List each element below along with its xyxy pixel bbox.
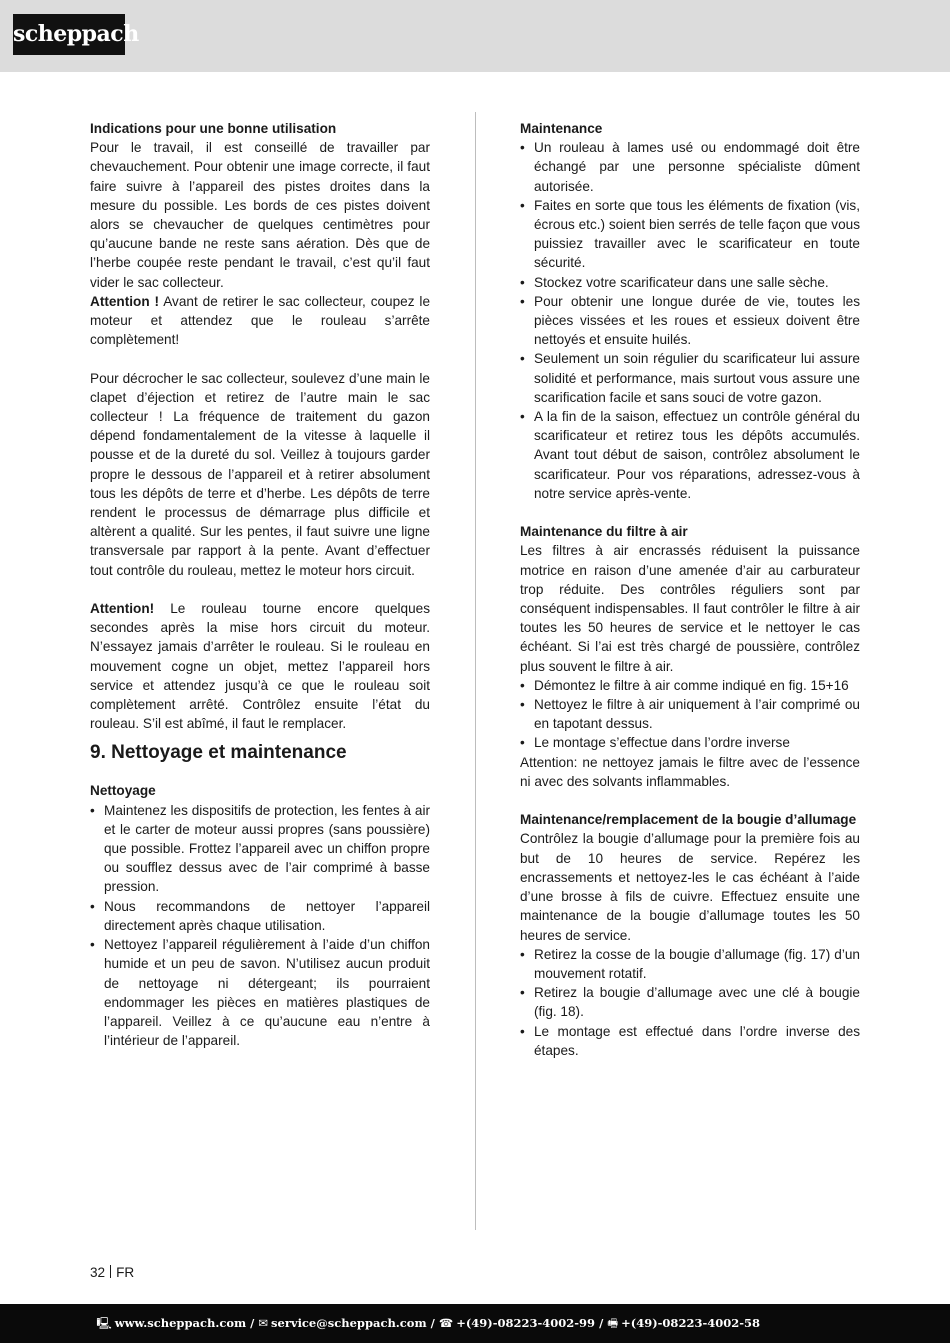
footer-website[interactable]: www.scheppach.com <box>114 1316 247 1330</box>
list-item: • Un rouleau à lames usé ou endommagé doit être échangé par une personne spécialiste dûment autorisée. <box>520 140 860 194</box>
heading-air-filter: Maintenance du filtre à air <box>520 524 688 540</box>
list-item: • Maintenez les dispositifs de protection, les fentes à air et le carter de moteur aussi propres (sans poussière) que possible. Frottez l’appareil avec un chiffon propre ou soufflez dessus avec de l’air comprimé à basse pression. <box>90 802 430 895</box>
paragraph-attention-1 <box>90 292 430 350</box>
heading-maintenance: Maintenance <box>520 121 603 136</box>
section-title-cleaning-maintenance: 9. Nettoyage et maintenance <box>90 742 347 764</box>
list-item: • Seulement un soin régulier du scarificateur lui assure solidité et performance, mais surtout vous assure une scarification facile et sans souci de votre gazon. <box>520 351 860 405</box>
left-column <box>90 119 430 1050</box>
list-item: • Nettoyez le filtre à air uniquement à l’air comprimé ou en tapotant dessus. <box>520 697 860 732</box>
computer-icon: 🖳 <box>96 1316 112 1330</box>
paragraph-air-filter-warning: Attention: ne nettoyez jamais le filtre avec de l’essence ni avec des solvants inflammables. <box>520 754 860 789</box>
column-divider <box>475 112 476 1230</box>
list-item: • Nous recommandons de nettoyer l’appareil directement après chaque utilisation. <box>90 898 430 933</box>
paragraph-bag-removal: Pour décrocher le sac collecteur, soulevez d’une main le clapet d’éjection et retirez de l’autre main le sac collecteur ! La fréquence de traitement du gazon dépend fondamentalement de la vitesse à laquelle il pousse et de la dureté du sol. Veillez à toujours garder propre le dessous de l’appareil et à retirer absolument tous les dépôts de terre et d’herbe. Les dépôts de terre rendent le processus de démarrage plus difficile et altèrent a qualité. Sur les pentes, il faut suivre une ligne transversale par rapport à la pente. Avant d’effectuer tout contrôle du rouleau, mettez le moteur hors circuit. <box>90 370 430 578</box>
page-number-value: 32 <box>90 1265 106 1280</box>
list-item: • Stockez votre scarificateur dans une salle sèche. <box>520 274 829 290</box>
list-item: • Le montage s’effectue dans l’ordre inverse <box>520 735 790 751</box>
list-item: • Faites en sorte que tous les éléments de fixation (vis, écrous etc.) soient bien serrés de telle façon que vous puissiez travailler avec le scarificateur en toute sécurité. <box>520 197 860 271</box>
air-filter-list <box>520 676 860 753</box>
fax-icon: 🖷 <box>607 1316 619 1330</box>
paragraph-spark-plug: Contrôlez la bougie d’allumage pour la première fois au but de 10 heures de service. Repérez les encrassements et nettoyez-les le cas échéant à l’aide d’une brosse à fils de cuivre. Effectuez ensuite une maintenance de la bougie d’allumage toutes les 50 heures de service. <box>520 831 860 943</box>
list-item: • Le montage est effectué dans l’ordre inverse des étapes. <box>520 1023 860 1058</box>
attention-label: Attention ! <box>90 293 160 309</box>
attention-text: Le rouleau tourne encore quelques secondes après la mise hors circuit du moteur. N’essayez jamais d’arrêter le rouleau. Si le rouleau en mouvement cogne un objet, mettez l’appareil hors service et attendez jusqu’à ce que le rouleau soit complètement arrêté. Contrôlez ensuite l’état du rouleau. S’il est abîmé, il faut le remplacer. <box>90 601 430 732</box>
footer-email[interactable]: service@scheppach.com <box>271 1316 427 1330</box>
email-icon: ✉ <box>258 1316 269 1330</box>
paragraph-attention-2 <box>90 599 430 733</box>
footer-contact: 🖳 www.scheppach.com / ✉ service@scheppach.com / ☎ +(49)-08223-4002-99 / 🖷 +(49)-08223-4002-58 <box>96 1304 760 1343</box>
page-number <box>90 1265 134 1280</box>
page-number-separator <box>110 1265 111 1278</box>
paragraph-air-filter: Les filtres à air encrassés réduisent la puissance motrice en raison d’une amenée d’air au carburateur trop réduite. Des contrôles réguliers sont par conséquent indispensables. Il faut contrôler le filtre à air toutes les 50 heures de service et le nettoyer le cas échéant. Si l’ai est très chargé de poussière, contrôlez plus souvent le filtre à air. <box>520 543 860 674</box>
right-column <box>520 119 860 1060</box>
list-item: • Démontez le filtre à air comme indiqué en fig. 15+16 <box>520 677 849 693</box>
list-item: • Retirez la cosse de la bougie d’allumage (fig. 17) d’un mouvement rotatif. <box>520 946 860 981</box>
brand-logo: scheppach <box>13 14 125 55</box>
list-item: • Nettoyez l’appareil régulièrement à l’aide d’un chiffon humide et un peu de savon. N’utilisez aucun produit de nettoyage ni détergeant; ils pourraient endommager les pièces en matières plastiques de l’appareil. Veillez à ce qu’aucune eau n’entre à l’intérieur de l’appareil. <box>90 937 430 1049</box>
spark-plug-list <box>520 945 860 1060</box>
list-item: • A la fin de la saison, effectuez un contrôle général du scarificateur et retirez tous les dépôts accumulés. Avant tout début de saison, contrôlez absolument le scarificateur. Pour vos réparations, adressez-vous à notre service après-vente. <box>520 409 860 501</box>
cleaning-list <box>90 801 430 1051</box>
list-item: • Retirez la bougie d’allumage avec une clé à bougie (fig. 18). <box>520 985 860 1020</box>
heading-cleaning: Nettoyage <box>90 783 156 799</box>
heading-usage-tips: Indications pour une bonne utilisation <box>90 121 337 136</box>
attention-label: Attention! <box>90 601 155 617</box>
heading-spark-plug: Maintenance/remplacement de la bougie d’allumage <box>520 812 857 828</box>
footer-phone: +(49)-08223-4002-99 <box>456 1316 596 1330</box>
list-item: • Pour obtenir une longue durée de vie, toutes les pièces vissées et les roues et essieux doivent être nettoyés et ensuite huilés. <box>520 293 860 348</box>
paragraph-usage: Pour le travail, il est conseillé de travailler par chevauchement. Pour obtenir une image correcte, il faut faire suivre à l’appareil des pistes droites dans la mesure du possible. Les bords de ces pistes doivent alors se chevaucher de quelques centimètres pour qu’aucune bande ne reste sans aération. Dès que de l’herbe coupée reste pendant le travail, c’est qu’il faut vider le sac collecteur. <box>90 140 430 290</box>
attention-text: Avant de retirer le sac collecteur, coupez le moteur et attendez que le rouleau s’arrête complètement! <box>90 293 431 348</box>
header-bar <box>0 0 950 72</box>
footer-fax: +(49)-08223-4002-58 <box>621 1316 760 1330</box>
phone-icon: ☎ <box>438 1316 454 1330</box>
page-language: FR <box>116 1265 135 1280</box>
footer-bar <box>0 1304 950 1343</box>
maintenance-list <box>520 138 860 503</box>
